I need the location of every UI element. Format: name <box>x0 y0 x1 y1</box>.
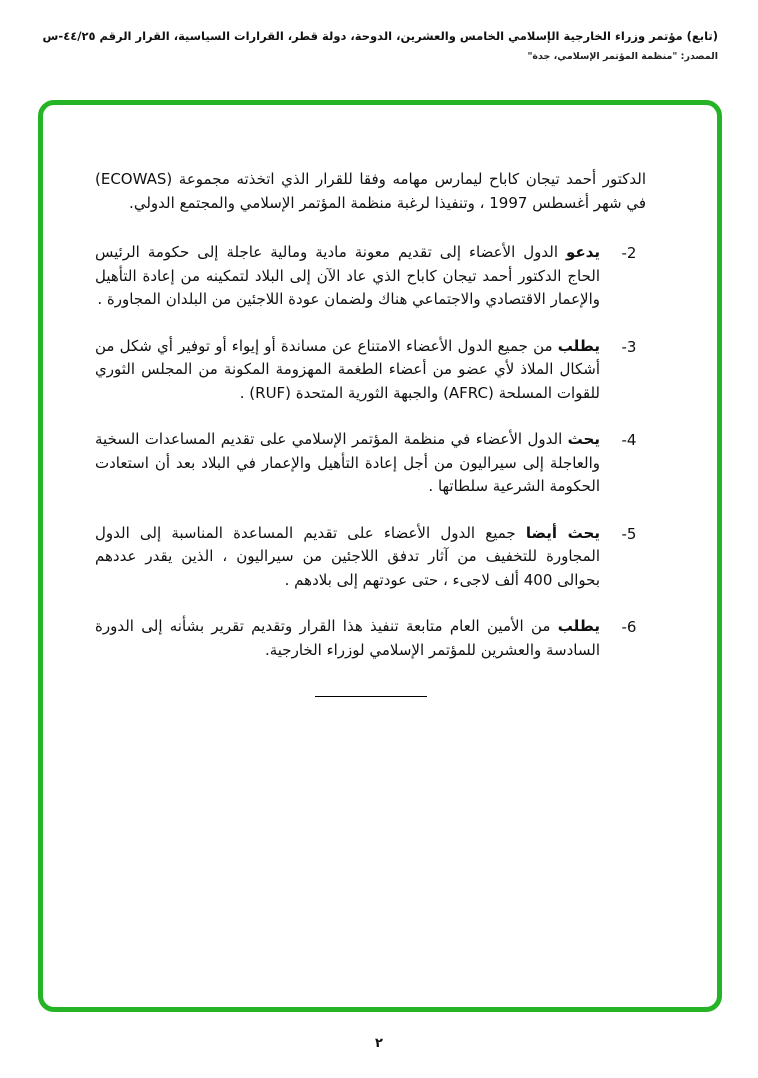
resolution-item-3 <box>95 335 646 406</box>
item-number: -2 <box>621 244 637 262</box>
item-text: جميع الدول الأعضاء على تقديم المساعدة المناسبة إلى الدول المجاورة للتخفيف من آثار تدفق اللاجئين من سيراليون ، الذين يقدر عددهم بحوالى 400 ألف لاجىء ، حتى عودتهم إلى بلادهم . <box>95 523 600 589</box>
item-lead-word: يطلب <box>557 336 600 355</box>
item-text: الدول الأعضاء إلى تقديم معونة مادية ومالية عاجلة إلى حكومة الرئيس الحاج الدكتور أحمد تيجان كاباح الذي عاد الآن إلى البلاد لتمكينه من إعادة التأهيل والإعمار الاقتصادي والاجتماعي هناك ولضمان عودة اللاجئين من البلدان المجاورة . <box>95 243 600 308</box>
resolution-item-2 <box>95 241 646 312</box>
page-number: ٢ <box>375 1036 383 1051</box>
item-text: الدول الأعضاء في منظمة المؤتمر الإسلامي على تقديم المساعدات السخية والعاجلة إلى سيراليون من أجل إعادة التأهيل والإعمار في البلاد بعد أن استعادت الحكومة الشرعية سلطاتها . <box>95 430 600 495</box>
item-lead-word: يحث <box>567 430 600 448</box>
item-text-block <box>95 241 600 312</box>
source-line: المصدر: "منظمة المؤتمر الإسلامي، جدة" <box>527 51 718 63</box>
item-text: من الأمين العام متابعة تنفيذ هذا القرار وتقديم تقرير بشأنه إلى الدورة السادسة والعشرين للمؤتمر الإسلامي لوزراء الخارجية. <box>95 617 600 659</box>
item-number: -4 <box>621 431 637 449</box>
item-text: من جميع الدول الأعضاء الامتناع عن مساندة أو إيواء أو توفير أي شكل من أشكال الملاذ لأي عضو من أعضاء الطغمة المهزومة المكونة من المجلس الثوري للقوات المسلحة (AFRC) والجبهة الثورية المتحدة (RUF) . <box>95 336 600 402</box>
item-text-block <box>95 522 600 593</box>
item-number: -6 <box>621 618 637 636</box>
item-lead-word: يطلب <box>557 617 600 635</box>
header-citation: (تابع) مؤتمر وزراء الخارجية الإسلامي الخامس والعشرين، الدوحة، دولة قطر، القرارات السياسية، القرار الرقم ٤٤/٢٥-س <box>42 29 718 43</box>
item-number: -5 <box>621 524 637 543</box>
item-text-block <box>95 428 600 499</box>
item-number: -3 <box>621 337 637 356</box>
resolution-item-5 <box>95 522 646 593</box>
resolution-item-4 <box>95 428 646 499</box>
item-text-block <box>95 615 600 662</box>
document-body <box>95 168 646 697</box>
section-divider <box>315 696 427 697</box>
item-lead-word: يدعو <box>566 243 600 261</box>
intro-paragraph: الدكتور أحمد تيجان كاباح ليمارس مهامه وفقا للقرار الذي اتخذته مجموعة (ECOWAS) في شهر أغسطس 1997 ، وتنفيذا لرغبة منظمة المؤتمر الإسلامي والمجتمع الدولي. <box>95 170 646 212</box>
item-lead-word: يحث أيضا <box>525 523 600 542</box>
item-text-block <box>95 335 600 406</box>
resolution-item-6 <box>95 615 646 662</box>
page-header <box>40 28 718 62</box>
